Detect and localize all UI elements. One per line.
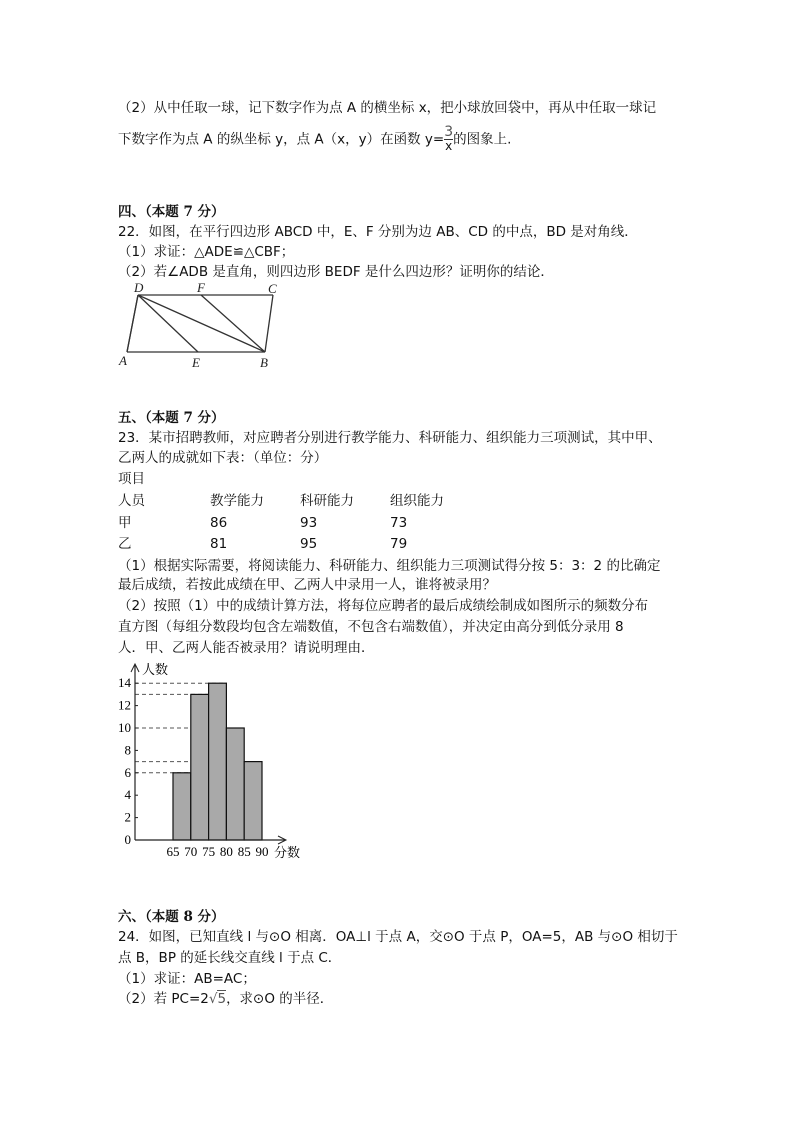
side-bc bbox=[265, 295, 273, 352]
header: 科研能力 bbox=[300, 493, 354, 509]
q21-part2-line2 bbox=[118, 126, 511, 153]
y-tick-label: 12 bbox=[118, 697, 131, 713]
cell: 86 bbox=[210, 515, 228, 531]
q23-line2: 乙两人的成就如下表：（单位：分） bbox=[118, 450, 328, 466]
x-axis-label: 分数 bbox=[274, 845, 301, 860]
segment-de bbox=[138, 295, 198, 352]
sqrt-sign: √ bbox=[208, 991, 218, 1007]
label-b: B bbox=[260, 355, 268, 370]
y-tick-label: 2 bbox=[124, 809, 131, 825]
q23-part1-line2: 最后成绩，若按此成绩在甲、乙两人中录用一人，谁将被录用？ bbox=[118, 577, 496, 593]
x-tick-label: 80 bbox=[219, 844, 233, 859]
y-tick-label: 14 bbox=[118, 675, 131, 691]
label-c: C bbox=[268, 281, 277, 296]
q23-part1-line1: （1）根据实际需要，将阅读能力、科研能力、组织能力三项测试得分按 5：3：2 的比确定 bbox=[118, 558, 661, 574]
denominator: x bbox=[445, 139, 453, 153]
q23-line1: 23．某市招聘教师，对应聘者分别进行教学能力、科研能力、组织能力三项测试，其中甲、 bbox=[118, 430, 662, 446]
q22-part2: （2）若∠ADB 是直角，则四边形 BEDF 是什么四边形？证明你的结论． bbox=[118, 264, 554, 280]
q24-line2: 点 B，BP 的延长线交直线 l 于点 C． bbox=[118, 950, 342, 966]
histogram-bar bbox=[191, 694, 209, 840]
parallelogram-figure bbox=[110, 278, 310, 373]
x-tick-label: 70 bbox=[184, 844, 198, 859]
histogram-bar bbox=[173, 773, 191, 840]
q24-part1: （1）求证：AB=AC； bbox=[118, 971, 256, 987]
y-tick-label: 8 bbox=[124, 742, 131, 758]
segment-fb bbox=[201, 295, 265, 352]
numerator: 3 bbox=[444, 124, 454, 140]
label-d: D bbox=[134, 280, 144, 295]
x-tick-label: 65 bbox=[166, 844, 180, 859]
text: （2）若 PC=2 bbox=[118, 991, 209, 1007]
q23-part2-line3: 人．甲、乙两人能否被录用？请说明理由． bbox=[118, 640, 375, 656]
q24-line1: 24．如图，已知直线 l 与⊙O 相离．OA⊥l 于点 A，交⊙O 于点 P，OA=5，AB 与⊙O 相切于 bbox=[118, 929, 678, 945]
corner-top: 项目 bbox=[118, 471, 145, 487]
y-tick-label: 4 bbox=[124, 787, 131, 803]
label-a: A bbox=[119, 353, 127, 368]
section-4-heading: 四、（本题 7 分） bbox=[118, 204, 225, 220]
q21-part2-line1: （2）从中任取一球，记下数字作为点 A 的横坐标 x，把小球放回袋中，再从中任取一球记 bbox=[118, 100, 657, 116]
cell: 93 bbox=[300, 515, 318, 531]
diagonal-bd bbox=[138, 295, 265, 352]
y-tick-label: 0 bbox=[124, 832, 131, 847]
q24-part2 bbox=[118, 989, 333, 1009]
y-tick-label: 6 bbox=[124, 764, 131, 780]
fraction-3-over-x bbox=[444, 126, 453, 153]
text: 下数字作为点 A 的纵坐标 y，点 A（x，y）在函数 y= bbox=[118, 131, 445, 148]
section-6-heading: 六、（本题 8 分） bbox=[118, 909, 225, 925]
y-axis-label: 人数 bbox=[142, 662, 169, 677]
q22-text: 22．如图，在平行四边形 ABCD 中，E、F 分别为边 AB、CD 的中点，BD 是对角线． bbox=[118, 224, 638, 240]
text: 的图象上. bbox=[453, 131, 512, 148]
cell: 95 bbox=[300, 536, 318, 552]
cell: 81 bbox=[210, 536, 228, 552]
histogram-bar bbox=[244, 762, 262, 840]
q23-part2-line2: 直方图（每组分数段均包含左端数值，不包含右端数值），并决定由高分到低分录用 8 bbox=[118, 619, 624, 635]
histogram-bar bbox=[226, 728, 244, 840]
x-tick-label: 90 bbox=[255, 844, 269, 859]
y-tick-label: 10 bbox=[118, 720, 131, 735]
cell: 73 bbox=[390, 515, 408, 531]
x-tick-label: 75 bbox=[202, 844, 216, 859]
text: ，求⊙O 的半径． bbox=[226, 991, 334, 1007]
radicand: 5 bbox=[217, 991, 227, 1007]
x-tick-label: 85 bbox=[237, 844, 251, 859]
header: 教学能力 bbox=[210, 493, 264, 509]
cell: 79 bbox=[390, 536, 408, 552]
label-f: F bbox=[197, 280, 205, 295]
q23-part2-line1: （2）按照（1）中的成绩计算方法，将每位应聘者的最后成绩绘制成如图所示的频数分布 bbox=[118, 598, 649, 614]
corner-bottom: 人员 bbox=[118, 493, 145, 509]
section-5-heading: 五、（本题 7 分） bbox=[118, 410, 225, 426]
q22-part1: （1）求证：△ADE≌△CBF； bbox=[118, 244, 295, 260]
side-da bbox=[127, 295, 138, 352]
histogram bbox=[110, 660, 310, 865]
row-name: 甲 bbox=[118, 515, 132, 531]
histogram-bar bbox=[209, 683, 227, 840]
label-e: E bbox=[192, 355, 200, 370]
header: 组织能力 bbox=[390, 493, 444, 509]
row-name: 乙 bbox=[118, 536, 132, 552]
